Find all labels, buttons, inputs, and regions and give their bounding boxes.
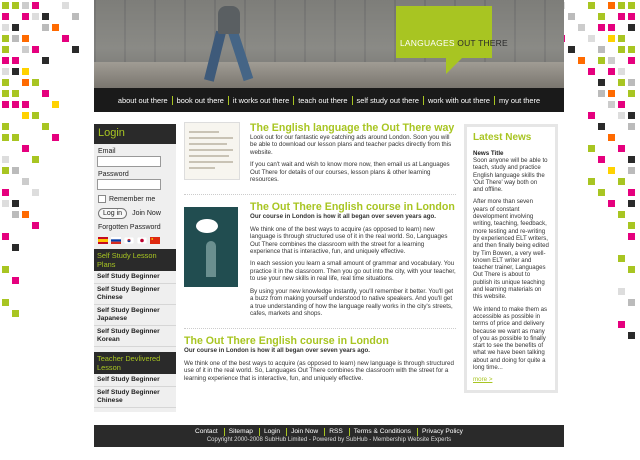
footer-link-join-now[interactable]: Join Now	[286, 428, 322, 436]
nav-it-works[interactable]: it works out there	[228, 96, 293, 105]
site-header	[94, 0, 564, 112]
decorative-dot	[618, 68, 625, 75]
decorative-dot	[22, 13, 29, 20]
decorative-dot	[42, 57, 49, 64]
login-header	[94, 124, 176, 144]
decorative-dot	[2, 68, 9, 75]
decorative-dot	[2, 57, 9, 64]
decorative-dot	[22, 46, 29, 53]
decorative-dot	[628, 46, 635, 53]
decorative-dot	[628, 112, 635, 119]
decorative-dot	[628, 24, 635, 31]
decorative-dot	[22, 35, 29, 42]
decorative-dot	[598, 13, 605, 20]
decorative-dot	[618, 145, 625, 152]
main-nav	[94, 92, 564, 108]
remember-checkbox[interactable]	[98, 195, 106, 203]
decorative-dot	[32, 2, 39, 9]
decorative-dot	[42, 13, 49, 20]
sidebar-item-self-study-beginner-korean[interactable]: Self Study Beginner Korean	[94, 326, 176, 347]
decorative-dot	[628, 123, 635, 130]
decorative-dot	[22, 2, 29, 9]
decorative-dot	[72, 46, 79, 53]
decorative-dot	[32, 222, 39, 229]
flag-russia-icon[interactable]	[111, 237, 121, 244]
decorative-dot	[2, 2, 9, 9]
footer-link-rss[interactable]: RSS	[324, 428, 347, 436]
article-2-paragraph: By using your new knowledge instantly, you'll remember it better. You'll get a buzz from making yourself understood to native speakers. And you'll get a true understanding of how the language really works in the city's streets, cafes, markets and shops.	[250, 287, 454, 317]
nav-self-study[interactable]: self study out there	[352, 96, 423, 105]
decorative-dot	[2, 13, 9, 20]
decorative-dot	[588, 35, 595, 42]
decorative-dot	[22, 68, 29, 75]
decorative-dot	[598, 24, 605, 31]
section-self-study-title: Self Study Lesson Plans	[94, 249, 176, 271]
copyright-text: Copyright 2000-2008 SubHub Limited - Powered by SubHub - Membership Website Experts	[206, 437, 452, 443]
decorative-dot	[628, 189, 635, 196]
decorative-dot	[32, 46, 39, 53]
decorative-dot	[12, 101, 19, 108]
news-paragraph: Soon anyone will be able to teach, study and practice English language skills the 'Out There' way both on and offline.	[473, 157, 548, 194]
decorative-dot	[32, 156, 39, 163]
news-more-link[interactable]: more >	[473, 376, 493, 384]
article-2-paragraph: We think one of the best ways to acquire (as opposed to learn) new language is through structured use of it in the real world. So, Languages Out There combines the classroom with the street for a learning experience that is interactive, fun, and uniquely effective.	[250, 225, 448, 256]
decorative-dot	[628, 156, 635, 163]
decorative-dot	[22, 178, 29, 185]
decorative-dot	[588, 178, 595, 185]
latest-news-panel	[464, 124, 558, 393]
article-2-paragraph: In each session you learn a small amount of grammar and vocabulary. You practice it in the classroom. Then you go out into the city, with your teacher, to use your new skills in real life, real time situations.	[250, 260, 456, 283]
decorative-dot	[2, 299, 9, 306]
article-3-title[interactable]: The Out There English course in London	[184, 335, 389, 348]
remember-label: Remember me	[109, 195, 156, 203]
decorative-dot	[2, 233, 9, 240]
join-now-link[interactable]: Join Now	[132, 210, 161, 217]
decorative-dot	[608, 167, 615, 174]
decorative-dot	[628, 332, 635, 339]
decorative-dot	[12, 310, 19, 317]
decorative-dot	[12, 90, 19, 97]
decorative-dot	[608, 101, 615, 108]
decorative-dot	[62, 2, 69, 9]
logo-text-1: LANGUAGES	[400, 38, 455, 48]
decorative-dot	[2, 46, 9, 53]
decorative-dot	[628, 266, 635, 273]
decorative-dot	[618, 35, 625, 42]
decorative-dot	[22, 211, 29, 218]
decorative-dot	[568, 46, 575, 53]
email-field[interactable]	[97, 156, 161, 167]
decorative-dot	[2, 123, 9, 130]
decorative-dot	[2, 134, 9, 141]
decorative-dot	[52, 134, 59, 141]
decorative-dot	[628, 57, 635, 64]
news-paragraph: After more than seven years of constant development involving writing, teaching, feedback, more testing and re-writing by experienced ELT writers, and then finally being edited by Tim Bowen, a very well-known ELT writer and teacher trainer, Languages Out There is about to publish its unique teaching and learning materials on this website.	[473, 198, 549, 301]
decorative-dot	[598, 57, 605, 64]
decorative-dot	[22, 101, 29, 108]
decorative-dot	[588, 145, 595, 152]
decorative-dot	[618, 321, 625, 328]
decorative-dot	[52, 24, 59, 31]
decorative-dot	[52, 101, 59, 108]
decorative-dot	[608, 134, 615, 141]
decorative-dot	[618, 211, 625, 218]
decorative-dot	[608, 90, 615, 97]
footer-link-sitemap[interactable]: Sitemap	[224, 428, 257, 436]
decorative-dot	[62, 35, 69, 42]
decorative-dot	[628, 200, 635, 207]
decorative-dot	[2, 24, 9, 31]
decorative-dot	[2, 189, 9, 196]
decorative-dot	[628, 167, 635, 174]
decorative-dot	[12, 167, 19, 174]
decorative-dot	[2, 167, 9, 174]
nav-about[interactable]: about out there	[117, 95, 168, 105]
article-3-lead: Our course in London is how it all began over seven years ago.	[184, 347, 371, 355]
decorative-dot	[628, 13, 635, 20]
decorative-dot	[12, 200, 19, 207]
sidebar-item-self-study-beginner[interactable]: Self Study Beginner	[94, 271, 176, 284]
decorative-dot	[42, 123, 49, 130]
decorative-dot	[628, 79, 635, 86]
news-item-title[interactable]: News Title	[473, 150, 504, 157]
left-sidebar	[94, 124, 176, 412]
decorative-dot	[2, 35, 9, 42]
decorative-dot	[42, 24, 49, 31]
decorative-dot	[608, 24, 615, 31]
decorative-dot	[598, 90, 605, 97]
site-logo[interactable]	[396, 6, 508, 58]
decorative-dot	[628, 2, 635, 9]
decorative-dot	[72, 13, 79, 20]
logo-text-2: OUT THERE	[457, 38, 508, 48]
decorative-dot	[618, 101, 625, 108]
decorative-dot	[588, 2, 595, 9]
decorative-dot	[578, 24, 585, 31]
news-paragraph: We intend to make them as accessible as possible in terms of price and delivery because we want as many of you as possible to finally start to see the benefits of what we have been talking about and doing for quite a long time...	[473, 305, 548, 372]
article-1-paragraph: If you can't wait and wish to know more now, then email us at Languages Out There for details of our courses, lesson plans & other learning resources.	[250, 161, 450, 184]
nav-work-with[interactable]: work with out there	[423, 96, 494, 105]
decorative-dot	[12, 35, 19, 42]
password-label: Password	[98, 171, 129, 178]
article-1	[184, 122, 456, 195]
remember-me[interactable]	[98, 195, 176, 203]
sidebar-item-self-study-beginner-japanese[interactable]: Self Study Beginner Japanese	[94, 305, 176, 326]
decorative-dot	[12, 68, 19, 75]
decorative-dot	[608, 200, 615, 207]
footer-link-privacy[interactable]: Privacy Policy	[417, 428, 467, 436]
decorative-dots-left	[0, 0, 94, 460]
decorative-dot	[628, 299, 635, 306]
decorative-dot	[618, 46, 625, 53]
nav-teach[interactable]: teach out there	[293, 96, 351, 105]
login-button[interactable]: Log in	[98, 208, 127, 219]
footer-link-contact[interactable]: Contact	[195, 428, 218, 435]
article-1-title[interactable]: The English language the Out There way	[250, 122, 455, 134]
walking-person-image	[212, 2, 246, 86]
main-content	[184, 122, 456, 399]
sidebar-item-teacher-beginner[interactable]: Self Study Beginner	[94, 374, 176, 387]
decorative-dot	[22, 79, 29, 86]
sidebar-item-teacher-beginner-chinese[interactable]: Self Study Beginner Chinese	[94, 387, 176, 408]
decorative-dot	[22, 112, 29, 119]
password-field[interactable]	[97, 179, 161, 190]
decorative-dot	[618, 255, 625, 262]
decorative-dot	[618, 13, 625, 20]
sidebar-item-self-study-beginner-chinese[interactable]: Self Study Beginner Chinese	[94, 284, 176, 305]
email-label: Email	[98, 148, 116, 155]
decorative-dot	[598, 189, 605, 196]
article-1-thumbnail[interactable]	[184, 122, 240, 180]
decorative-dot	[12, 211, 19, 218]
decorative-dot	[608, 68, 615, 75]
article-1-paragraph: Look out for our fantastic eye catching ads around London. Soon you will be able to download our lesson plans and teacher packs directly from this website.	[250, 134, 452, 156]
flag-japan-icon[interactable]	[137, 237, 147, 244]
decorative-dot	[628, 222, 635, 229]
decorative-dot	[598, 79, 605, 86]
decorative-dot	[608, 2, 615, 9]
decorative-dot	[628, 90, 635, 97]
article-2-lead: Our course in London is how it all began over seven years ago.	[250, 213, 437, 221]
decorative-dot	[32, 112, 39, 119]
footer-link-login[interactable]: Login	[259, 428, 284, 436]
decorative-dot	[12, 24, 19, 31]
flag-spain-icon[interactable]	[98, 237, 108, 244]
decorative-dot	[618, 288, 625, 295]
site-footer	[94, 425, 564, 447]
decorative-dot	[12, 244, 19, 251]
nav-book[interactable]: book out there	[172, 96, 228, 105]
article-3-paragraph: We think one of the best ways to acquire (as opposed to learn) new language is through structured use of it in the real world. So, Languages Out There combines the classroom with the street for a learning experience that is interactive, fun, and uniquely effective.	[184, 359, 454, 382]
decorative-dot	[568, 13, 575, 20]
decorative-dot	[618, 79, 625, 86]
decorative-dot	[598, 156, 605, 163]
decorative-dot	[618, 112, 625, 119]
nav-my[interactable]: my out there	[494, 96, 544, 105]
news-heading: Latest News	[473, 132, 532, 143]
decorative-dot	[12, 277, 19, 284]
decorative-dot	[2, 101, 9, 108]
decorative-dot	[588, 68, 595, 75]
decorative-dot	[598, 123, 605, 130]
article-3	[184, 335, 456, 393]
footer-link-terms[interactable]: Terms & Conditions	[349, 428, 415, 436]
article-2-title[interactable]: The Out There English course in London	[250, 201, 455, 214]
decorative-dot	[32, 13, 39, 20]
decorative-dot	[42, 90, 49, 97]
flag-korea-icon[interactable]	[124, 237, 134, 244]
language-flags	[98, 237, 176, 244]
decorative-dot	[12, 134, 19, 141]
decorative-dot	[578, 57, 585, 64]
decorative-dot	[618, 178, 625, 185]
section-teacher-delivered-title: Teacher Devlivered Lesson	[94, 352, 176, 374]
flag-china-icon[interactable]	[150, 237, 160, 244]
decorative-dot	[588, 112, 595, 119]
decorative-dot	[608, 35, 615, 42]
decorative-dot	[22, 145, 29, 152]
decorative-dot	[598, 46, 605, 53]
decorative-dot	[12, 2, 19, 9]
decorative-dot	[32, 79, 39, 86]
decorative-dot	[628, 233, 635, 240]
decorative-dot	[608, 57, 615, 64]
decorative-dot	[32, 189, 39, 196]
article-2	[184, 201, 456, 329]
decorative-dot	[12, 57, 19, 64]
forgotten-password-link[interactable]: Forgotten Password	[98, 224, 161, 231]
decorative-dot	[2, 200, 9, 207]
decorative-dot	[2, 79, 9, 86]
decorative-dot	[2, 266, 9, 273]
decorative-dot	[2, 90, 9, 97]
decorative-dot	[2, 156, 9, 163]
decorative-dot	[618, 2, 625, 9]
login-title: Login	[98, 127, 125, 139]
article-2-thumbnail[interactable]	[184, 207, 238, 287]
